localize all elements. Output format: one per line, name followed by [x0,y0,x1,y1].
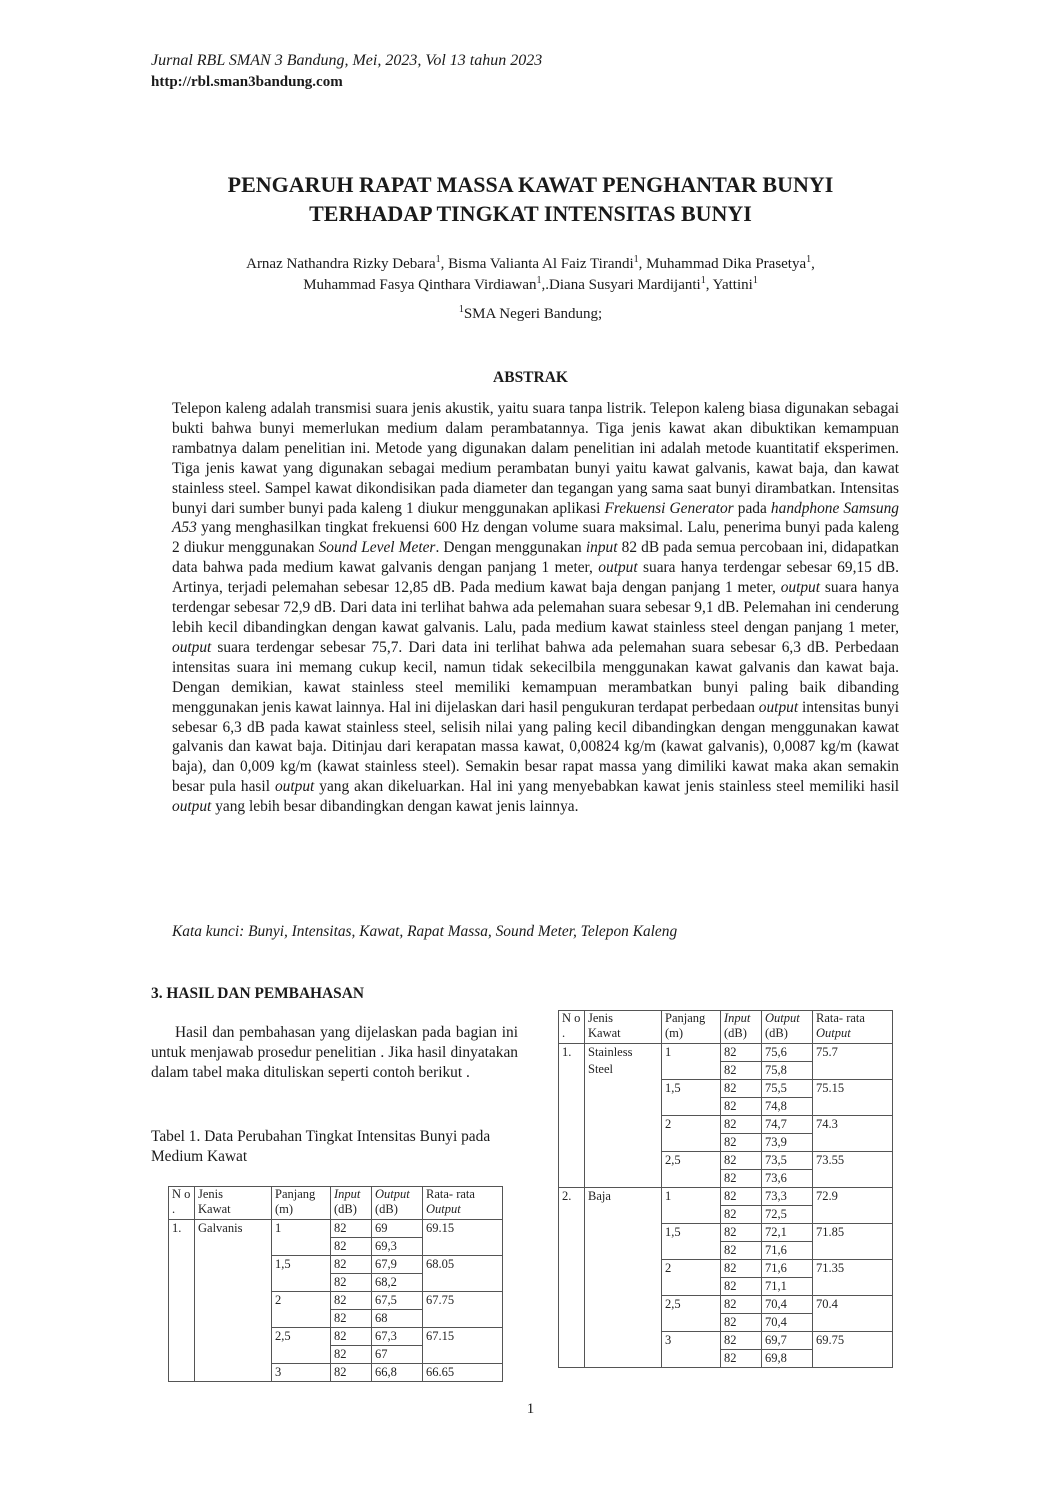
cell-panjang: 1 [662,1044,721,1080]
cell-rata: 73.55 [813,1152,893,1188]
cell-output: 67,5 [372,1292,423,1310]
journal-name: Jurnal RBL SMAN 3 Bandung, Mei, 2023, Vol 13 tahun 2023 [151,52,543,69]
affil-mark: 1 [806,254,812,265]
abstract-heading: ABSTRAK [493,369,568,386]
abstract-text: pada [733,499,771,517]
cell-no: 2. [559,1188,585,1368]
cell-input: 82 [721,1260,762,1278]
cell-output: 75,5 [762,1080,813,1098]
abstract-text: Telepon kaleng adalah transmisi suara jenis akustik, yaitu suara tanpa listrik. Telepon kaleng biasa digunakan sebagai bukti bahwa bunyi memerlukan medium dalam perambatannya. Tiga jenis kawat akan dibuktikan kemampuan rambatnya dalam penelitian ini. Metode yang digunakan dalam penelitian ini adalah metode kuantitatif eksperimen. Tiga jenis kawat yang digunakan sebagai medium perambatan bunyi yaitu kawat galvanis, kawat baja, dan kawat stainless steel. Sampel kawat dikondisikan pada diameter dan tegangan yang sama saat bunyi dirambatkan. Intensitas bunyi dari sumber bunyi pada kaleng 1 diukur menggunakan aplikasi [172,400,899,517]
header-no-text: . [172,1202,176,1216]
header-panjang-text: Panjang [665,1011,706,1025]
affiliation [120,306,941,323]
cell-output: 69,3 [372,1238,423,1256]
cell-jenis [195,1220,272,1382]
header-no [169,1187,195,1220]
header-output [372,1187,423,1220]
cell-panjang: 2 [272,1292,331,1328]
header-input-text: (dB) [334,1202,357,1216]
affil-mark: 1 [752,275,758,286]
cell-input: 82 [331,1328,372,1346]
cell-output: 74,8 [762,1098,813,1116]
journal-url[interactable]: http://rbl.sman3bandung.com [151,74,343,90]
cell-input: 82 [721,1278,762,1296]
cell-jenis-text: Baja [588,1189,611,1203]
abstract-italic: output [172,798,212,816]
cell-panjang: 1 [662,1188,721,1224]
header-panjang-text: (m) [665,1026,684,1040]
cell-output: 68,2 [372,1274,423,1292]
cell-output: 70,4 [762,1314,813,1332]
cell-rata: 69.15 [423,1220,503,1256]
header-panjang [272,1187,331,1220]
cell-rata: 69.75 [813,1332,893,1368]
header-output-text: (dB) [375,1202,398,1216]
abstract-text: yang akan dikeluarkan. Hal ini yang menyebabkan kawat jenis stainless steel memiliki hasil [314,778,899,796]
table-row [559,1188,893,1206]
affil-mark: 1 [633,254,639,265]
cell-rata: 67.15 [423,1328,503,1364]
cell-output: 75,6 [762,1044,813,1062]
cell-jenis-text: Stainless [588,1045,633,1059]
header-output-text: Output [375,1187,410,1201]
section-paragraph: Hasil dan pembahasan yang dijelaskan pada bagian ini untuk menjawab prosedur penelitian . Jika hasil dinyatakan dalam tabel maka dituliskan seperti contoh berikut . [151,1024,518,1081]
cell-rata: 68.05 [423,1256,503,1292]
cell-jenis-text: Steel [588,1062,613,1076]
cell-rata: 75.15 [813,1080,893,1116]
table-row [559,1044,893,1062]
cell-input: 82 [331,1364,372,1382]
page-number: 1 [526,1401,535,1417]
cell-output: 71,6 [762,1242,813,1260]
cell-input: 82 [331,1310,372,1328]
section-heading: 3. HASIL DAN PEMBAHASAN [151,985,364,1002]
author-name: Arnaz Nathandra Rizky Debara [246,256,436,272]
header-no-text: . [562,1026,566,1040]
header-input-text: Input [334,1187,361,1201]
title-line-2: TERHADAP TINGKAT INTENSITAS BUNYI [309,201,752,226]
affil-mark: 1 [435,254,441,265]
cell-rata: 74.3 [813,1116,893,1152]
author-name: Bisma Valianta Al Faiz Tirandi [448,256,634,272]
affil-mark: 1 [458,304,464,315]
header-rata-text: Output [816,1026,851,1040]
header-output-text: (dB) [765,1026,788,1040]
cell-output: 73,9 [762,1134,813,1152]
cell-output: 66,8 [372,1364,423,1382]
cell-input: 82 [331,1292,372,1310]
cell-output: 69,7 [762,1332,813,1350]
abstract-text: intensitas bunyi sebesar 6,3 dB pada kawat stainless steel, selisih nilai yang paling kecil dibandingkan dengan menggunakan kawat galvanis dan kawat baja. Ditinjau dari kerapatan massa kawat, 0,00824 kg/m (kawat galvanis), 0,0087 kg/m (kawat baja), dan 0,009 kg/m (kawat stainless steel). Semakin besar rapat massa yang dimiliki kawat maka akan semakin besar pula hasil [172,698,900,796]
data-table-left [168,1186,503,1382]
cell-panjang: 3 [662,1332,721,1368]
header-jenis-text: Kawat [198,1202,231,1216]
cell-input: 82 [721,1224,762,1242]
cell-panjang: 2,5 [662,1152,721,1188]
cell-panjang: 3 [272,1364,331,1382]
cell-panjang: 2,5 [272,1328,331,1364]
cell-input: 82 [721,1152,762,1170]
abstract-body [172,399,899,817]
cell-no: 1. [559,1044,585,1188]
cell-input: 82 [331,1220,372,1238]
abstract-italic: Frekuensi Generator [604,499,734,517]
cell-rata: 72.9 [813,1188,893,1224]
cell-input: 82 [331,1346,372,1364]
cell-input: 82 [721,1332,762,1350]
cell-no: 1. [169,1220,195,1382]
header-jenis [585,1011,662,1044]
cell-rata: 71.35 [813,1260,893,1296]
header-jenis [195,1187,272,1220]
cell-input: 82 [721,1242,762,1260]
cell-panjang: 1 [272,1220,331,1256]
cell-input: 82 [721,1170,762,1188]
cell-output: 72,5 [762,1206,813,1224]
cell-jenis [585,1188,662,1368]
abstract-italic: handphone Samsung A53 [172,499,899,537]
abstract-text: . Dengan menggunakan [435,539,586,557]
cell-output: 73,6 [762,1170,813,1188]
author-line-1: Arnaz Nathandra Rizky Debara$^1$, Bisma Valianta Al Faiz Tirandi$^1$, Muhammad Dika Prasetya$^1$, [246,254,815,272]
cell-output: 71,6 [762,1260,813,1278]
author-name: Muhammad Fasya Qinthara Virdiawan [303,277,537,293]
cell-input: 82 [331,1256,372,1274]
cell-output: 71,1 [762,1278,813,1296]
abstract-italic: output [598,559,638,577]
affil-mark: 1 [536,275,542,286]
abstract-italic: output [758,698,799,716]
abstract-text: suara hanya terdengar sebesar 69,15 dB. Artinya, terjadi pelemahan sebesar 12,85 dB. Pada medium kawat baja dengan panjang 1 meter, [172,559,899,597]
header-panjang-text: Panjang [275,1187,316,1201]
affiliation-name: SMA Negeri Bandung; [463,306,603,322]
header-input [331,1187,372,1220]
cell-jenis-text: Galvanis [198,1221,243,1235]
author-line-2: Muhammad Fasya Qinthara Virdiawan$^1$,.Diana Susyari Mardijanti$^1$, Yattini$^1$ [303,275,758,293]
header-output [762,1011,813,1044]
header-rata [423,1187,503,1220]
header-input-text: Input [724,1011,751,1025]
header-panjang-text: (m) [275,1202,294,1216]
cell-input: 82 [721,1134,762,1152]
cell-rata: 70.4 [813,1296,893,1332]
author-list [120,254,941,296]
header-jenis-text: Jenis [198,1187,223,1201]
header-jenis-text: Kawat [588,1026,621,1040]
abstract-text: 82 dB pada semua percobaan ini, didapatkan data bahwa pada medium kawat galvanis dengan panjang 1 meter, [172,539,899,577]
abstract-italic: output [274,778,315,796]
cell-output: 67,3 [372,1328,423,1346]
title-line-1: PENGARUH RAPAT MASSA KAWAT PENGHANTAR BUNYI [227,172,834,197]
table-header-row [559,1011,893,1044]
abstract-text: yang menghasilkan tingkat frekuensi 600 Hz dengan volume suara maksimal. Lalu, penerima bunyi pada kaleng 2 diukur menggunakan [172,519,899,557]
header-no-text: N o [172,1187,191,1201]
paper-title [120,170,941,228]
header-input-text: (dB) [724,1026,747,1040]
affil-mark: 1 [700,275,706,286]
cell-output: 70,4 [762,1296,813,1314]
header-rata-text: Output [426,1202,461,1216]
cell-output: 72,1 [762,1224,813,1242]
cell-input: 82 [721,1350,762,1368]
cell-output: 69,8 [762,1350,813,1368]
cell-panjang: 1,5 [662,1080,721,1116]
cell-input: 82 [721,1296,762,1314]
author-name: Diana Susyari Mardijanti [549,277,701,293]
cell-output: 69 [372,1220,423,1238]
data-table-right [558,1010,893,1368]
cell-output: 73,5 [762,1152,813,1170]
author-name: Muhammad Dika Prasetya [646,256,807,272]
header-rata [813,1011,893,1044]
cell-input: 82 [721,1062,762,1080]
table-header-row [169,1187,503,1220]
header-output-text: Output [765,1011,800,1025]
cell-input: 82 [721,1188,762,1206]
cell-output: 74,7 [762,1116,813,1134]
header-no [559,1011,585,1044]
table-caption: Tabel 1. Data Perubahan Tingkat Intensitas Bunyi pada Medium Kawat [151,1128,491,1165]
cell-input: 82 [721,1116,762,1134]
cell-output: 68 [372,1310,423,1328]
cell-output: 73,3 [762,1188,813,1206]
cell-panjang: 1,5 [272,1256,331,1292]
cell-panjang: 2 [662,1260,721,1296]
abstract-text: suara terdengar sebesar 75,7. Dari data ini terlihat bahwa ada pelemahan suara sebesar 6,3 dB. Perbedaan intensitas suara ini memang cukup kecil, namun tidak sekecilbila menggunakan kawat galvanis dan kawat baja. Dengan demikian, kawat stainless steel memiliki kemampuan merambatkan bunyi paling baik dibanding menggunakan jenis kawat lainnya. Hal ini dijelaskan dari hasil pengukuran terdapat perbedaan [172,638,899,716]
cell-panjang: 1,5 [662,1224,721,1260]
abstract-italic: output [172,638,212,656]
header-jenis-text: Jenis [588,1011,613,1025]
cell-rata: 75.7 [813,1044,893,1080]
abstract-text: suara hanya terdengar sebesar 72,9 dB. Dari data ini terlihat bahwa ada pelemahan suara sebesar 9,1 dB. Pelemahan ini cenderung lebih kecil dibandingkan dengan kawat galvanis. Lalu, pada medium kawat stainless steel dengan panjang 1 meter, [172,579,900,636]
cell-input: 82 [721,1044,762,1062]
cell-input: 82 [331,1274,372,1292]
abstract-italic: input [585,539,618,557]
cell-input: 82 [721,1080,762,1098]
abstract-italic: Sound Level Meter [318,539,436,557]
cell-input: 82 [721,1206,762,1224]
abstract-text: yang lebih besar dibandingkan dengan kawat jenis lainnya. [211,798,579,816]
cell-jenis [585,1044,662,1188]
cell-rata: 66.65 [423,1364,503,1382]
author-name: Yattini [712,277,753,293]
abstract-italic: output [780,579,821,597]
cell-input: 82 [331,1238,372,1256]
cell-input: 82 [721,1098,762,1116]
cell-output: 67 [372,1346,423,1364]
cell-output: 75,8 [762,1062,813,1080]
header-input [721,1011,762,1044]
cell-input: 82 [721,1314,762,1332]
cell-rata: 67.75 [423,1292,503,1328]
header-rata-text: Rata- rata [816,1011,865,1025]
table-row [169,1220,503,1238]
header-panjang [662,1011,721,1044]
cell-panjang: 2 [662,1116,721,1152]
cell-panjang: 2,5 [662,1296,721,1332]
cell-output: 67,9 [372,1256,423,1274]
header-no-text: N o [562,1011,581,1025]
header-rata-text: Rata- rata [426,1187,475,1201]
cell-rata: 71.85 [813,1224,893,1260]
keywords: Kata kunci: Bunyi, Intensitas, Kawat, Rapat Massa, Sound Meter, Telepon Kaleng [172,923,678,940]
